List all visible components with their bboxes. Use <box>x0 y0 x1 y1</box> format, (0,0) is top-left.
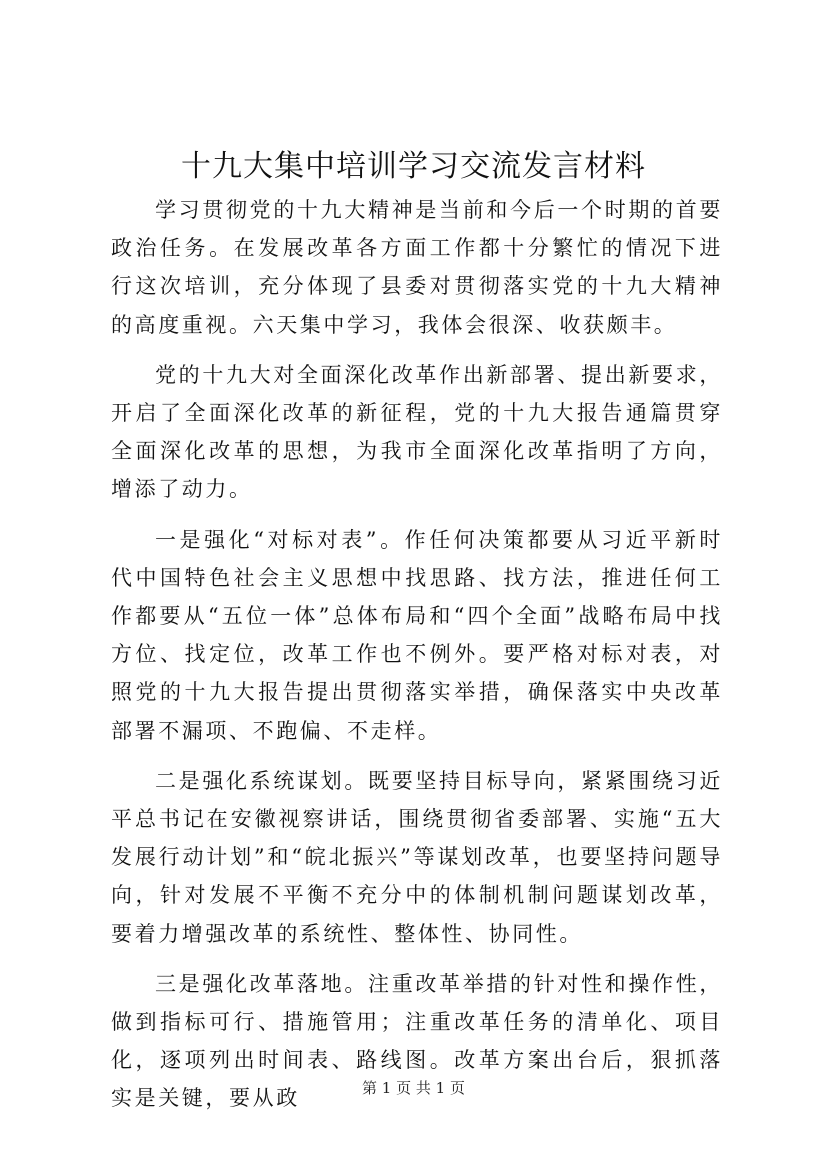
paragraph-point-three: 三是强化改革落地。注重改革举措的针对性和操作性，做到指标可行、措施管用；注重改革任务的清单化、项目化，逐项列出时间表、路线图。改革方案出台后，狠抓落实是关键，要从政 <box>111 971 723 1111</box>
paragraph-point-one: 一是强化“对标对表”。作任何决策都要从习近平新时代中国特色社会主义思想中找思路、找方法，推进任何工作都要从“五位一体”总体布局和“四个全面”战略布局中找方位、找定位，改革工作也不例外。要严格对标对表，对照党的十九大报告提出贯彻落实举措，确保落实中央改革部署不漏项、不跑偏、不走样。 <box>111 527 723 743</box>
document-title: 十九大集中培训学习交流发言材料 <box>181 149 646 184</box>
paragraph-reform-overview: 党的十九大对全面深化改革作出新部署、提出新要求，开启了全面深化改革的新征程，党的十九大报告通篇贯穿全面深化改革的思想，为我市全面深化改革指明了方向，增添了动力。 <box>111 362 723 502</box>
document-body <box>111 191 723 1118</box>
paragraph-intro: 学习贯彻党的十九大精神是当前和今后一个时期的首要政治任务。在发展改革各方面工作都十分繁忙的情况下进行这次培训，充分体现了县委对贯彻落实党的十九大精神的高度重视。六天集中学习，我体会很深、收获颇丰。 <box>111 198 723 337</box>
paragraph-point-two: 二是强化系统谋划。既要坚持目标导向，紧紧围绕习近平总书记在安徽视察讲话，围绕贯彻省委部署、实施“五大发展行动计划”和“皖北振兴”等谋划改革，也要坚持问题导向，针对发展不平衡不充分中的体制机制问题谋划改革，要着力增强改革的系统性、整体性、协同性。 <box>111 768 723 946</box>
page-footer: 第 1 页 共 1 页 <box>362 1079 465 1097</box>
